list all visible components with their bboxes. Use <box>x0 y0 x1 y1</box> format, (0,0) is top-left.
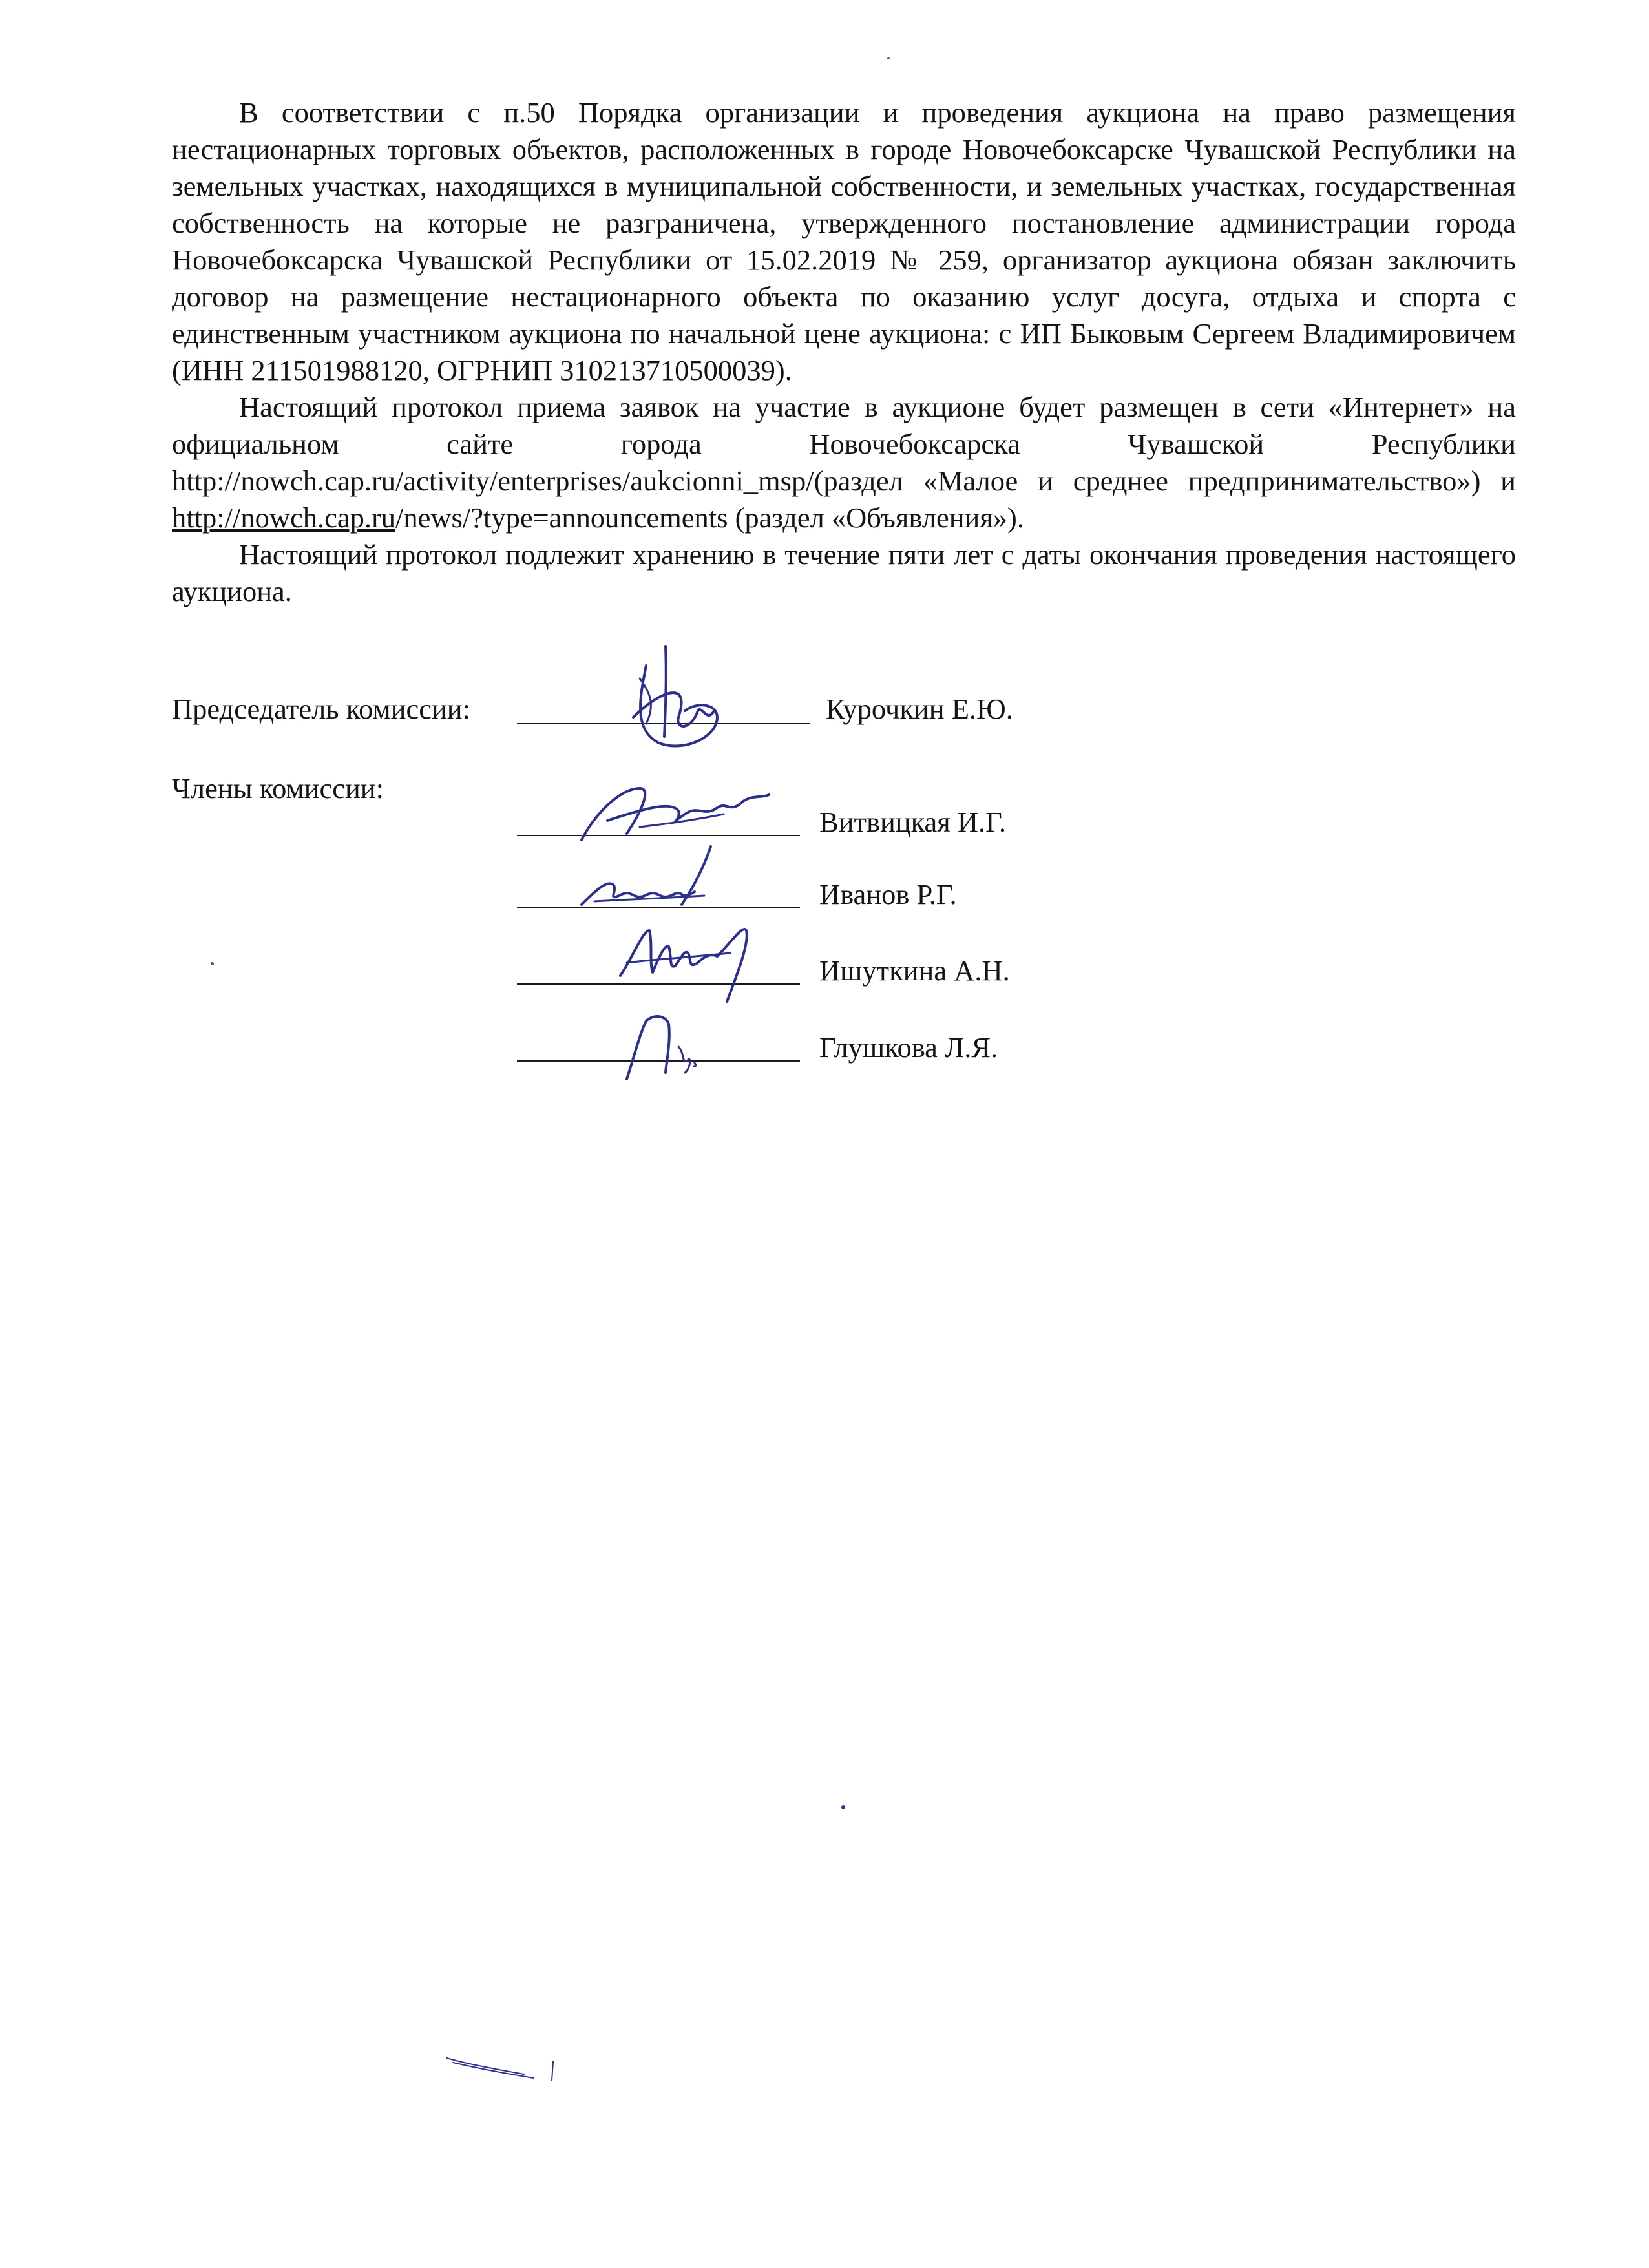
scan-mark <box>443 2055 572 2087</box>
site-link[interactable]: http://nowch.cap.ru <box>172 501 396 534</box>
paragraph-auction-conclusion: В соответствии с п.50 Порядка организации и проведения аукциона на право размещения нестационарных торговых объектов, расположенных в городе Новочебоксарске Чувашской Республики на земельных участках, находящихся в муниципальной собственности, и земельных участках, государственная собственность на которые не разграничена, утвержденного постановление администрации города Новочебоксарска Чувашской Республики от 15.02.2019 № 259, организатор аукциона обязан заключить договор на размещение нестационарного объекта по оказанию услуг досуга, отдыха и спорта с единственным участником аукциона по начальной цене аукциона: с ИП Быковым Сергеем Владимировичем (ИНН 211501988120, ОГРНИП 310213710500039). <box>172 96 1516 386</box>
publication-text: Настоящий протокол приема заявок на участие в аукционе будет размещен в сети «Интернет» на официальном сайте города Новочебоксарска Чувашской Республики http://nowch.cap.ru/activity/enterprises/aukcionni_msp/(раздел «Малое и среднее предпринимательство») и <box>172 391 1516 497</box>
chairman-signature <box>620 640 730 762</box>
member-signature <box>614 918 762 1008</box>
member-name: Витвицкая И.Г. <box>819 806 1006 838</box>
member-name: Глушкова Л.Я. <box>819 1031 998 1064</box>
paragraph-publication <box>172 389 1516 536</box>
scan-speck <box>887 57 890 59</box>
members-label: Члены комиссии: <box>172 772 384 804</box>
scan-speck <box>841 1805 845 1809</box>
member-name: Ишуткина А.Н. <box>819 954 1010 987</box>
paragraph-storage: Настоящий протокол подлежит хранению в течение пяти лет с даты окончания проведения настоящего аукциона. <box>172 538 1516 607</box>
chairman-label: Председатель комиссии: <box>172 693 470 725</box>
publication-text-tail: /news/?type=announcements (раздел «Объявления»). <box>395 501 1024 534</box>
chairman-name: Курочкин Е.Ю. <box>826 693 1013 725</box>
member-signature <box>620 1008 711 1086</box>
member-name: Иванов Р.Г. <box>819 878 957 910</box>
protocol-text <box>172 94 1516 610</box>
member-signature <box>556 840 750 918</box>
scan-speck <box>211 962 214 965</box>
